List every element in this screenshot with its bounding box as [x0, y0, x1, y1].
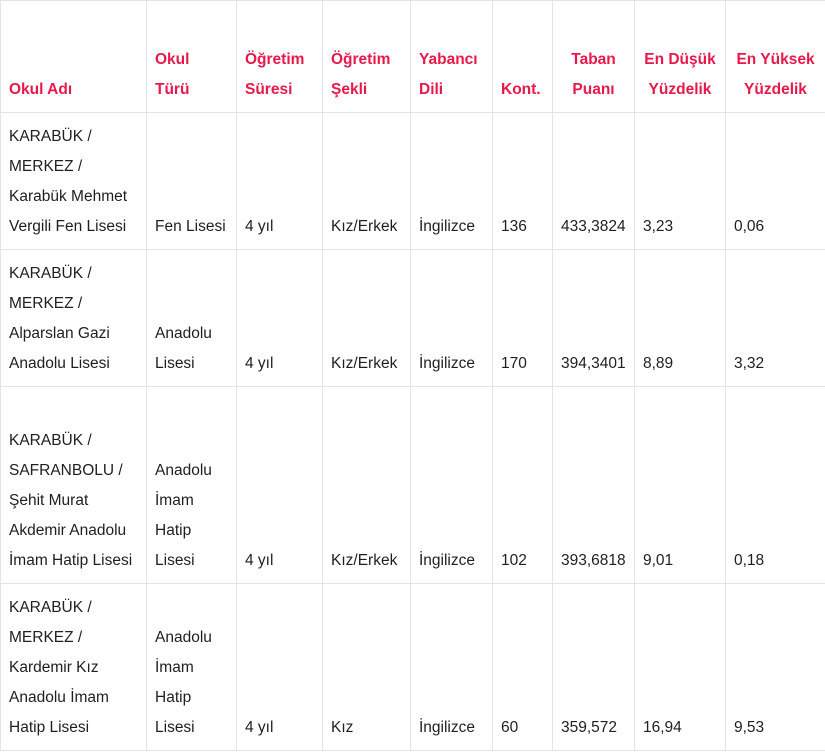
cell-en-yuksek-yuzdelik: 3,32	[726, 250, 825, 387]
cell-en-dusuk-yuzdelik: 16,94	[635, 584, 726, 751]
cell-okul-turu: Anadolu Lisesi	[147, 250, 237, 387]
cell-ogretim-suresi: 4 yıl	[237, 584, 323, 751]
cell-okul-turu: Anadolu İmam Hatip Lisesi	[147, 387, 237, 584]
cell-okul-turu: Anadolu İmam Hatip Lisesi	[147, 584, 237, 751]
header-okul-turu: Okul Türü	[147, 1, 237, 113]
cell-okul-adi: KARABÜK / SAFRANBOLU / Şehit Murat Akdemir Anadolu İmam Hatip Lisesi	[1, 387, 147, 584]
cell-en-yuksek-yuzdelik: 9,53	[726, 584, 825, 751]
cell-ogretim-suresi: 4 yıl	[237, 250, 323, 387]
cell-en-yuksek-yuzdelik: 0,18	[726, 387, 825, 584]
cell-en-yuksek-yuzdelik: 0,06	[726, 113, 825, 250]
header-ogretim-sekli: Öğretim Şekli	[323, 1, 411, 113]
cell-taban-puani: 359,572	[553, 584, 635, 751]
cell-okul-adi: KARABÜK / MERKEZ / Alparslan Gazi Anadolu Lisesi	[1, 250, 147, 387]
header-okul-adi: Okul Adı	[1, 1, 147, 113]
header-taban-puani: Taban Puanı	[553, 1, 635, 113]
header-en-dusuk-yuzdelik: En Düşük Yüzdelik	[635, 1, 726, 113]
cell-ogretim-suresi: 4 yıl	[237, 113, 323, 250]
cell-ogretim-suresi: 4 yıl	[237, 387, 323, 584]
table-row	[1, 250, 825, 387]
cell-ogretim-sekli: Kız	[323, 584, 411, 751]
table-row	[1, 113, 825, 250]
header-yabanci-dili: Yabancı Dili	[411, 1, 493, 113]
table-row	[1, 387, 825, 584]
cell-yabanci-dili: İngilizce	[411, 387, 493, 584]
cell-yabanci-dili: İngilizce	[411, 250, 493, 387]
cell-kont: 60	[493, 584, 553, 751]
cell-okul-adi: KARABÜK / MERKEZ / Kardemir Kız Anadolu İmam Hatip Lisesi	[1, 584, 147, 751]
cell-okul-adi: KARABÜK / MERKEZ / Karabük Mehmet Vergili Fen Lisesi	[1, 113, 147, 250]
cell-en-dusuk-yuzdelik: 3,23	[635, 113, 726, 250]
cell-en-dusuk-yuzdelik: 9,01	[635, 387, 726, 584]
cell-yabanci-dili: İngilizce	[411, 113, 493, 250]
cell-taban-puani: 394,3401	[553, 250, 635, 387]
cell-ogretim-sekli: Kız/Erkek	[323, 113, 411, 250]
header-ogretim-suresi: Öğretim Süresi	[237, 1, 323, 113]
table-row	[1, 584, 825, 751]
header-kont: Kont.	[493, 1, 553, 113]
cell-okul-turu: Fen Lisesi	[147, 113, 237, 250]
header-en-yuksek-yuzdelik: En Yüksek Yüzdelik	[726, 1, 825, 113]
cell-kont: 170	[493, 250, 553, 387]
cell-taban-puani: 433,3824	[553, 113, 635, 250]
cell-kont: 136	[493, 113, 553, 250]
cell-en-dusuk-yuzdelik: 8,89	[635, 250, 726, 387]
cell-kont: 102	[493, 387, 553, 584]
table-body	[1, 113, 825, 751]
cell-taban-puani: 393,6818	[553, 387, 635, 584]
header-row	[1, 1, 825, 113]
cell-ogretim-sekli: Kız/Erkek	[323, 250, 411, 387]
cell-yabanci-dili: İngilizce	[411, 584, 493, 751]
cell-ogretim-sekli: Kız/Erkek	[323, 387, 411, 584]
table-header	[1, 1, 825, 113]
